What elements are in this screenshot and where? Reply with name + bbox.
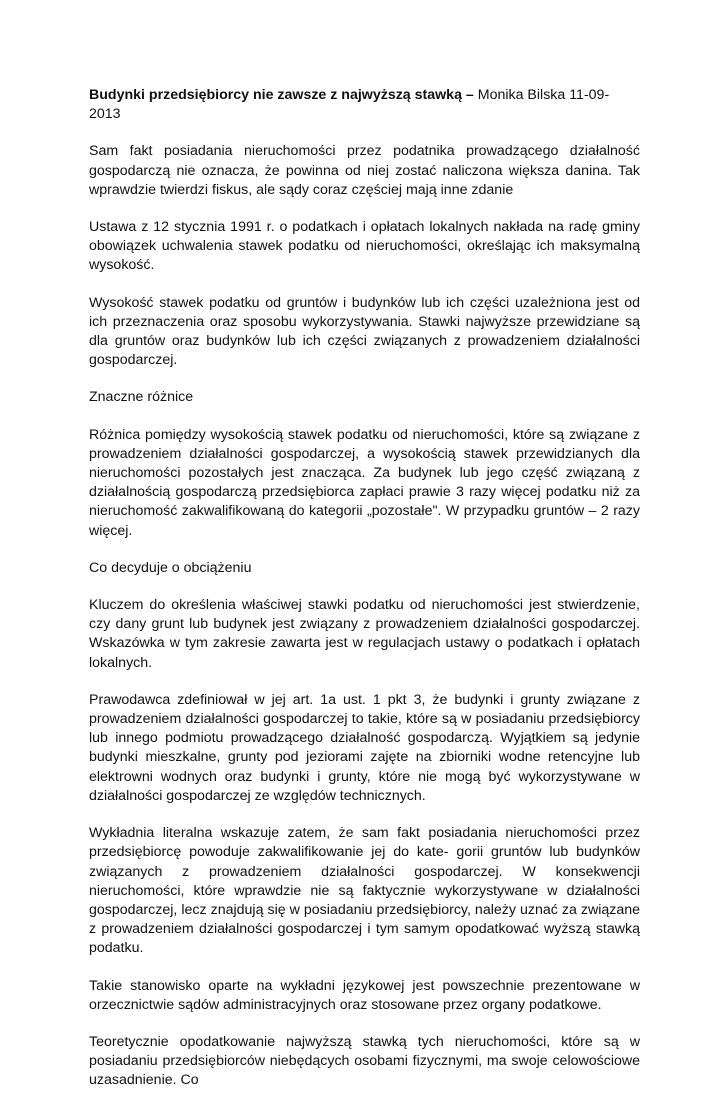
paragraph-interpretation: Wykładnia literalna wskazuje zatem, że sam fakt posiadania nieruchomości przez przedsiębiorcę powoduje zakwalifikowanie jej do kate- gorii gruntów lub budynków związanych z prowadzeniem działalności gospodarczej. W konsekwencji nieruchomości, które wprawdzie nie są faktycznie wykorzystywane w działalności gospodarczej, lecz znajdują się w posiadaniu przedsiębiorcy, należy uznać za związane z prowadzeniem działalności gospodarczej i tym samym opodatkować wyższą stawką podatku. xyxy=(89,825,640,957)
paragraph-definition: Prawodawca zdefiniował w jej art. 1a ust. 1 pkt 3, że budynki i grunty związane z prowadzeniem działalności gospodarczej to takie, które są w posiadaniu przedsiębiorcy lub innego podmiotu prowadzącego działalność gospodarczą. Wyjątkiem są jedynie budynki mieszkalne, grunty pod jeziorami zajęte na zbiorniki wodne retencyjne lub elektrowni wodnych oraz budynki i grunty, które nie mogą być wykorzystywane w działalności gospodarczej ze względów technicznych. xyxy=(89,691,640,804)
section-heading-burden: Co decyduje o obciążeniu xyxy=(89,559,252,576)
article-author-date: Monika Bilska 11-09-2013 xyxy=(89,87,610,123)
paragraph-law: Ustawa z 12 stycznia 1991 r. o podatkach i opłatach lokalnych nakłada na radę gminy obowiązek uchwalenia stawek podatku od nieruchomości, określając ich maksymalną wysokość. xyxy=(89,219,640,274)
article-header xyxy=(89,86,640,124)
paragraph-lead: Sam fakt posiadania nieruchomości przez podatnika prowadzącego działalność gospodarczą nie oznacza, że powinna od niej zostać naliczona większa danina. Tak wprawdzie twierdzi fiskus, ale sądy coraz częściej mają inne zdanie xyxy=(89,143,640,198)
section-heading-differences: Znaczne różnice xyxy=(89,389,194,406)
paragraph-difference: Różnica pomiędzy wysokością stawek podatku od nieruchomości, które są związane z prowadzeniem działalności gospodarczej, a wysokością stawek przewidzianych dla nieruchomości pozostałych jest znacząca. Za budynek lub jego część związaną z działalnością gospodarczą przedsiębiorca zapłaci prawie 3 razy więcej podatku niż za nieruchomość zakwalifikowaną do kategorii „pozostałe". W przypadku gruntów – 2 razy więcej. xyxy=(89,426,640,539)
article-title: Budynki przedsiębiorcy nie zawsze z najwyższą stawką – xyxy=(89,87,474,103)
document-page xyxy=(89,86,640,1109)
paragraph-theoretical: Teoretycznie opodatkowanie najwyższą stawką tych nieruchomości, które są w posiadaniu przedsiębiorców niebędących osobami fizycznymi, ma swoje celowościowe uzasadnienie. Co xyxy=(89,1033,640,1089)
paragraph-rates: Wysokość stawek podatku od gruntów i budynków lub ich części uzależniona jest od ich przeznaczenia oraz sposobu wykorzystywania. Stawki najwyższe przewidziane są dla gruntów oraz budynków lub ich części związanych z prowadzeniem działalności gospodarczej. xyxy=(89,294,640,369)
paragraph-key: Kluczem do określenia właściwej stawki podatku od nieruchomości jest stwierdzenie, czy dany grunt lub budynek jest związany z prowadzeniem działalności gospodarczej. Wskazówka w tym zakresie zawarta jest w regulacjach ustawy o podatkach i opłatach lokalnych. xyxy=(89,597,640,671)
paragraph-position: Takie stanowisko oparte na wykładni językowej jest powszechnie prezentowane w orzecznictwie sądów administracyjnych oraz stosowane przez organy podatkowe. xyxy=(89,977,640,1013)
